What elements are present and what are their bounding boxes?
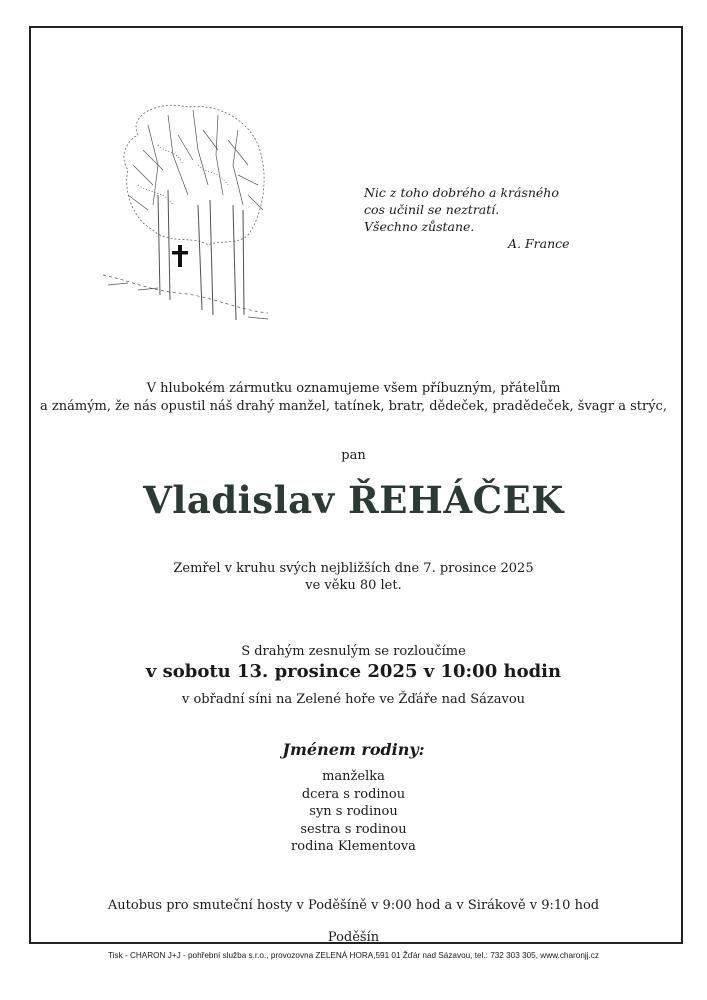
village-name: Poděšín (327, 930, 380, 945)
title-prefix: pan (341, 448, 366, 463)
ceremony-datetime: v sobotu 13. prosince 2025 v 10:00 hodin (145, 661, 562, 682)
announcement-line: V hlubokém zármutku oznamujeme všem příbuzným, přátelům (146, 381, 561, 396)
family-member: sestra s rodinou (300, 821, 407, 837)
age-line: ve věku 80 let. (305, 578, 402, 593)
deceased-name: Vladislav ŘEHÁČEK (143, 478, 564, 522)
memorial-quote (364, 184, 570, 252)
family-member: dcera s rodinou (301, 786, 406, 802)
farewell-intro: S drahým zesnulým se rozloučíme (241, 644, 466, 659)
family-list (0, 768, 707, 856)
death-date-line: Zemřel v kruhu svých nejbližších dne 7. prosince 2025 (173, 561, 534, 576)
bus-info: Autobus pro smuteční hosty v Poděšíně v 9:00 hod a v Sirákově v 9:10 hod (107, 898, 600, 913)
family-member: rodina Klementova (291, 839, 416, 854)
announcement-text (0, 380, 707, 416)
quote-line: Všechno zůstane. (364, 219, 475, 234)
quote-author: A. France (508, 236, 570, 251)
family-heading: Jménem rodiny: (282, 740, 425, 759)
trees-with-cross-illustration (98, 95, 273, 325)
family-member: syn s rodinou (309, 804, 398, 819)
family-member: manželka (322, 769, 385, 784)
printer-info: Tisk - CHARON J+J - pohřební služba s.r.o., provozovna ZELENÁ HORA,591 01 Žďár nad Sázavou, tel.: 732 303 305, www.charonjj.cz (108, 951, 599, 960)
quote-line: Nic z toho dobrého a krásného (364, 185, 559, 200)
cross-icon (172, 245, 188, 267)
quote-line: cos učinil se neztratí. (364, 202, 500, 217)
death-info (0, 560, 707, 594)
ceremony-place: v obřadní síni na Zelené hoře ve Žďáře nad Sázavou (181, 692, 526, 707)
announcement-line: a známým, že nás opustil náš drahý manžel, tatínek, bratr, dědeček, pradědeček, švagr a strýc, (40, 399, 667, 414)
